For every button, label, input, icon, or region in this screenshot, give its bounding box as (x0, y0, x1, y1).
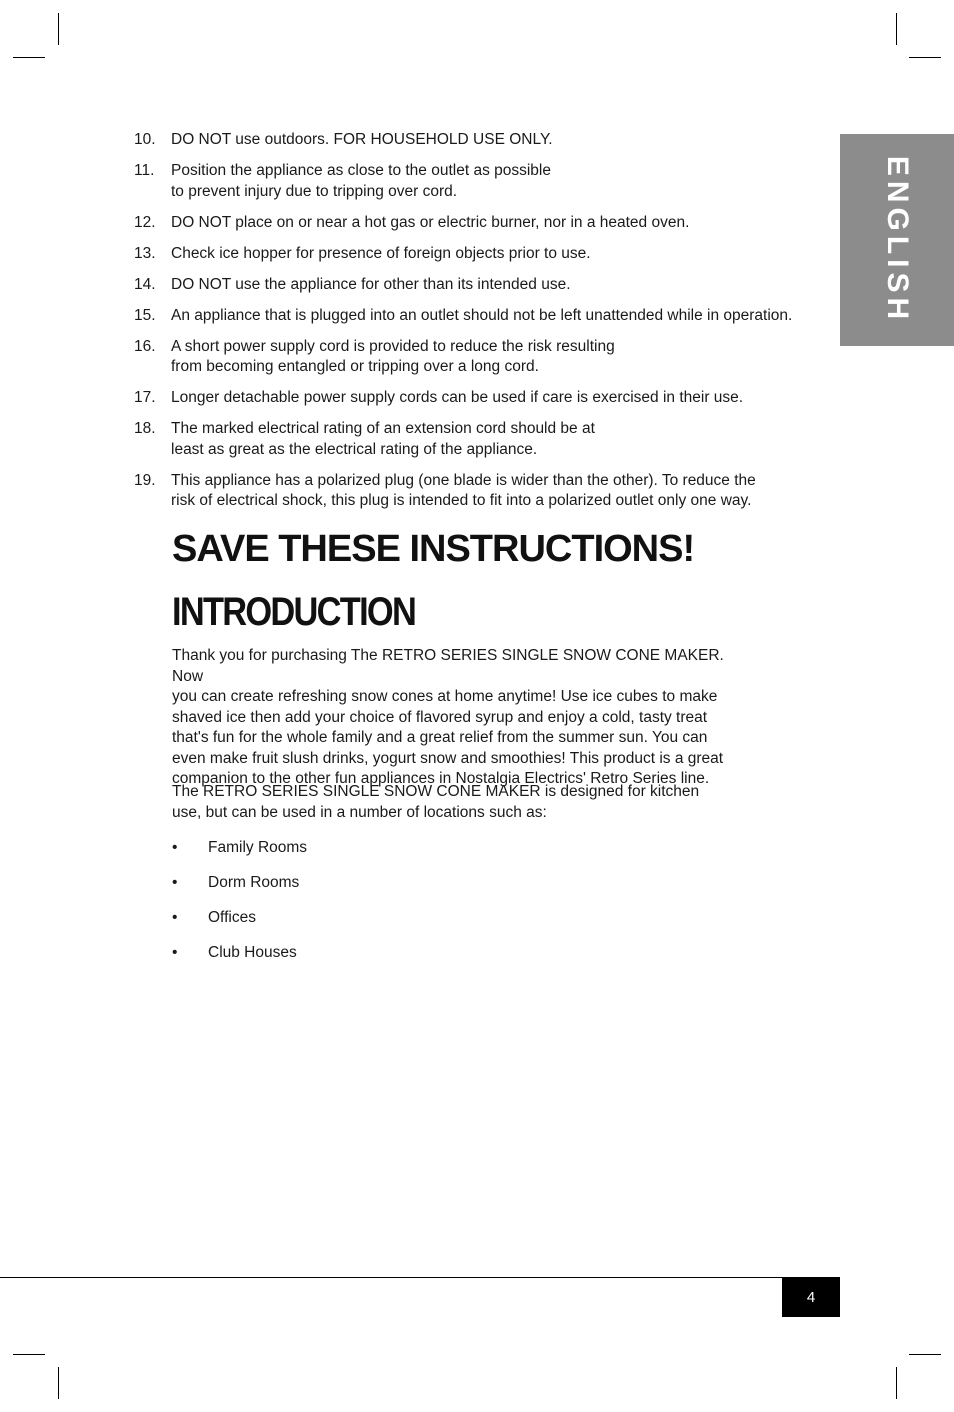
locations-list (172, 838, 307, 978)
list-item (134, 388, 834, 409)
item-number: 10. (134, 131, 156, 148)
language-tab-label: ENGLISH (881, 155, 914, 325)
list-item (134, 213, 834, 234)
list-item (134, 275, 834, 296)
location-label: Family Rooms (208, 839, 308, 856)
crop-mark (58, 13, 59, 45)
item-text: The marked electrical rating of an extension cord should be at least as great as the electrical rating of the appliance. (171, 420, 595, 458)
item-number: 12. (134, 213, 156, 231)
introduction-heading: INTRODUCTION (172, 590, 416, 634)
list-item (134, 337, 834, 378)
list-item (134, 130, 834, 151)
item-text: Longer detachable power supply cords can be used if care is exercised in their use. (171, 389, 744, 406)
footer-rule (0, 1277, 840, 1278)
crop-mark (896, 13, 897, 45)
crop-mark (909, 57, 941, 58)
list-item (134, 419, 834, 460)
item-number: 13. (134, 244, 156, 262)
crop-mark (58, 1367, 59, 1399)
crop-mark (909, 1354, 941, 1355)
item-text: Position the appliance as close to the outlet as possible to prevent injury due to tripping over cord. (171, 162, 551, 200)
item-text: DO NOT use outdoors. FOR HOUSEHOLD USE ONLY. (171, 131, 553, 148)
item-text: DO NOT place on or near a hot gas or electric burner, nor in a heated oven. (171, 213, 690, 231)
item-text: DO NOT use the appliance for other than its intended use. (171, 275, 571, 293)
crop-mark (13, 57, 45, 58)
list-item (172, 873, 307, 908)
item-text: This appliance has a polarized plug (one blade is wider than the other). To reduce the risk of electrical shock, this plug is intended to fit into a polarized outlet only one way. (171, 471, 756, 509)
list-item (172, 943, 307, 978)
bullet-glyph: • (172, 874, 178, 891)
intro-paragraph: Thank you for purchasing The RETRO SERIES SINGLE SNOW CONE MAKER. Now you can create refreshing snow cones at home anytime! Use ice cubes to make shaved ice then add your choice of flavored syrup and enjoy a cold, tasty treat that's fun for the whole family and a great relief from the summer sun. You can even make fruit slush drinks, yogurt snow and smoothies! This product is a great companion to the other fun appliances in Nostalgia Electrics' Retro Series line. (172, 647, 724, 787)
list-item (134, 471, 834, 512)
bullet-glyph: • (172, 839, 178, 856)
page-number: 4 (806, 1289, 816, 1306)
list-item (134, 306, 834, 327)
locations-paragraph: The RETRO SERIES SINGLE SNOW CONE MAKER is designed for kitchen use, but can be used in a number of locations such as: (172, 783, 700, 821)
list-item (134, 244, 834, 265)
crop-mark (896, 1367, 897, 1399)
location-label: Offices (208, 909, 256, 926)
crop-mark (13, 1354, 45, 1355)
item-number: 11. (134, 162, 155, 179)
item-text: A short power supply cord is provided to reduce the risk resulting from becoming entangled or tripping over a long cord. (171, 337, 615, 375)
item-number: 19. (134, 471, 156, 489)
bullet-glyph: • (172, 944, 178, 961)
item-number: 16. (134, 337, 156, 355)
item-number: 15. (134, 306, 156, 324)
list-item (134, 161, 834, 202)
page-number-box (782, 1278, 840, 1317)
safety-instructions-list (134, 130, 834, 522)
bullet-glyph: • (172, 909, 178, 926)
list-item (172, 838, 307, 873)
list-item (172, 908, 307, 943)
item-text: An appliance that is plugged into an outlet should not be left unattended while in operation. (171, 306, 793, 324)
item-text: Check ice hopper for presence of foreign objects prior to use. (171, 244, 591, 262)
save-instructions-heading: SAVE THESE INSTRUCTIONS! (172, 528, 695, 570)
item-number: 14. (134, 275, 156, 293)
item-number: 17. (134, 389, 156, 406)
location-label: Dorm Rooms (208, 874, 300, 891)
language-tab (840, 134, 954, 346)
item-number: 18. (134, 420, 156, 437)
location-label: Club Houses (208, 944, 297, 961)
